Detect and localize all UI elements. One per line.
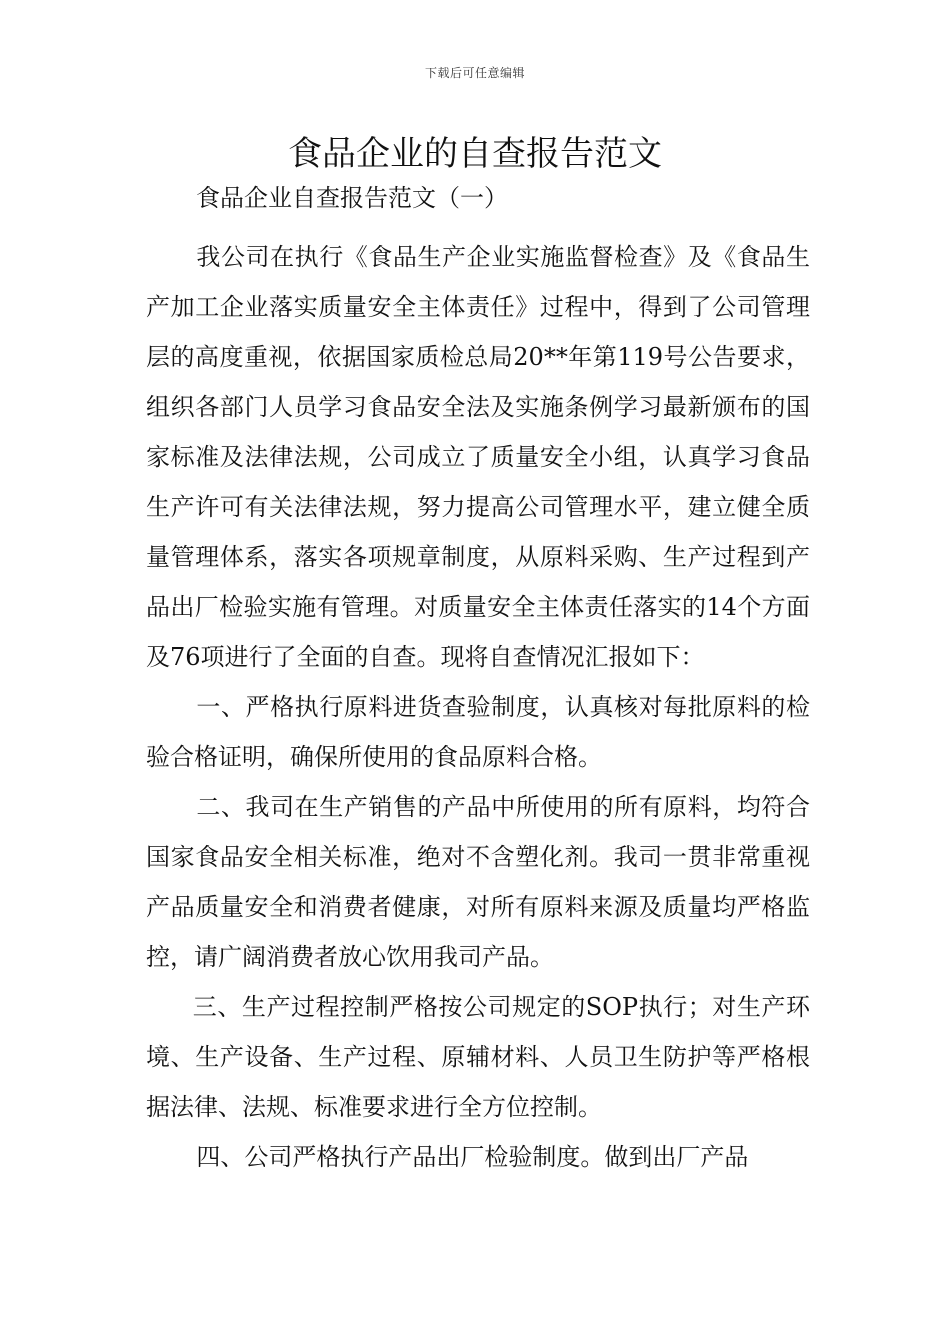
paragraph-item-1: 一、严格执行原料进货查验制度，认真核对每批原料的检验合格证明，确保所使用的食品原料合格。	[146, 693, 810, 771]
document-body	[146, 232, 810, 1182]
paragraph-item-3: 三、生产过程控制严格按公司规定的SOP执行；对生产环境、生产设备、生产过程、原辅材料、人员卫生防护等严格根据法律、法规、标准要求进行全方位控制。	[146, 993, 810, 1121]
document-subtitle: 食品企业自查报告范文（一）	[196, 184, 508, 212]
header-note: 下载后可任意编辑	[424, 66, 525, 80]
paragraph-item-2: 二、我司在生产销售的产品中所使用的所有原料，均符合国家食品安全相关标准，绝对不含塑化剂。我司一贯非常重视产品质量安全和消费者健康，对所有原料来源及质量均严格监控，请广阔消费者放心饮用我司产品。	[146, 793, 810, 971]
document-title: 食品企业的自查报告范文	[288, 134, 662, 174]
paragraph-item-4: 四、公司严格执行产品出厂检验制度。做到出厂产品	[196, 1143, 749, 1171]
paragraph-intro: 我公司在执行《食品生产企业实施监督检查》及《食品生产加工企业落实质量安全主体责任》过程中，得到了公司管理层的高度重视，依据国家质检总局20**年第119号公告要求，组织各部门人员学习食品安全法及实施条例学习最新颁布的国家标准及法律法规，公司成立了质量安全小组，认真学习食品生产许可有关法律法规，努力提高公司管理水平，建立健全质量管理体系，落实各项规章制度，从原料采购、生产过程到产品出厂检验实施有管理。对质量安全主体责任落实的14个方面及76项进行了全面的自查。现将自查情况汇报如下：	[146, 243, 810, 671]
